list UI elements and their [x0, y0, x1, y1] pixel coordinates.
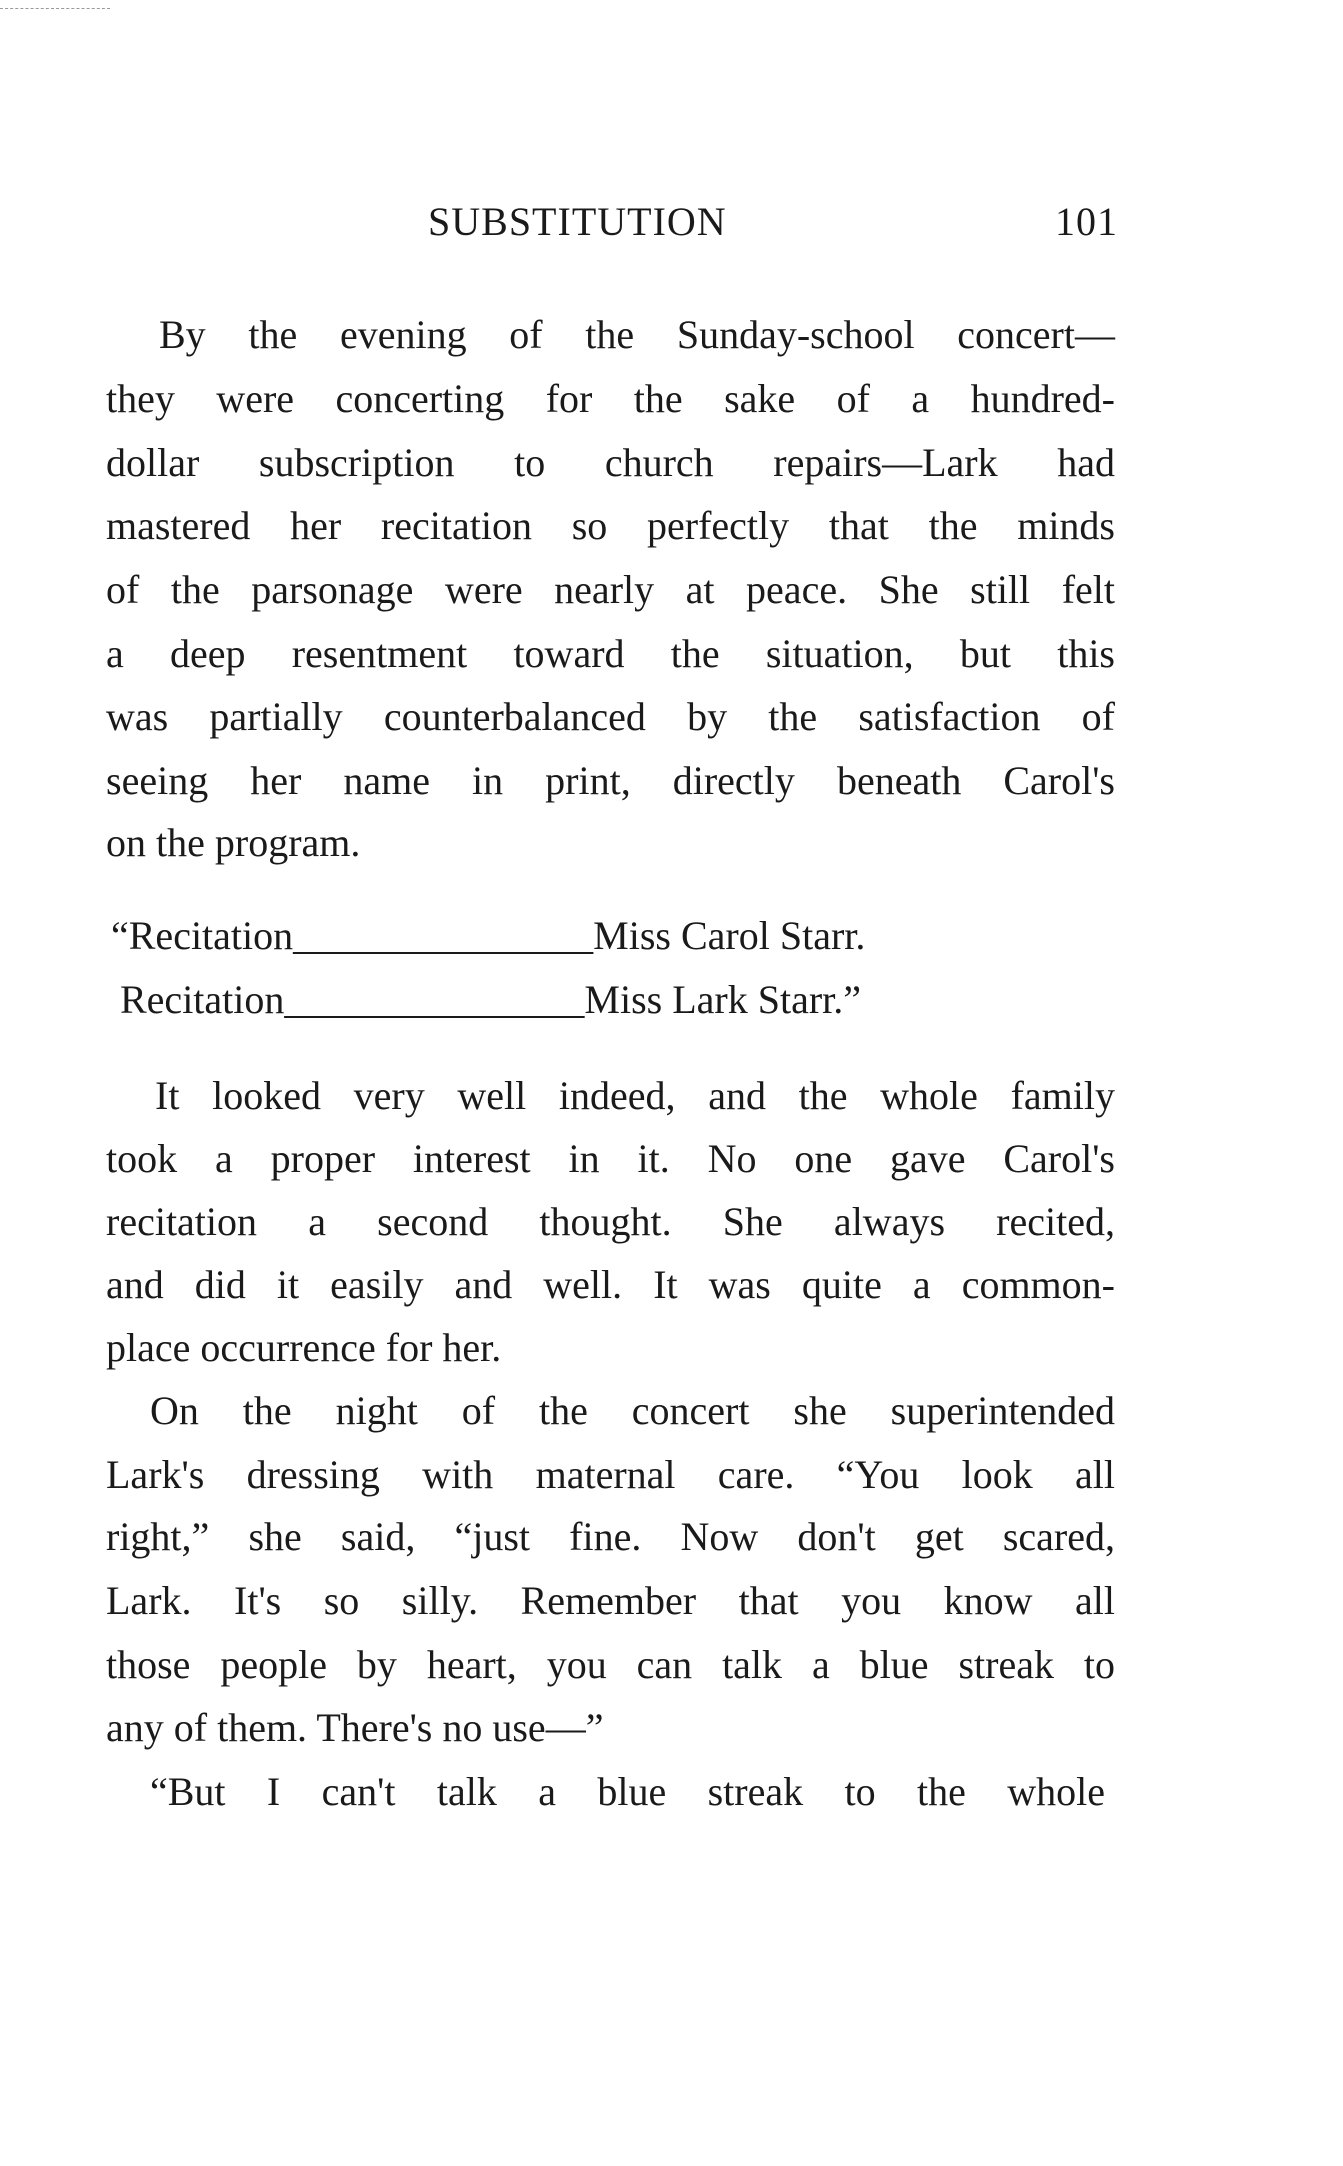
text-line: dollar subscription to church repairs—Lark had	[106, 440, 1115, 485]
text-line: Lark's dressing with maternal care. “You look all	[106, 1452, 1115, 1497]
text-line: recitation a second thought. She always recited,	[106, 1199, 1115, 1244]
text-line: of the parsonage were nearly at peace. She still felt	[106, 567, 1115, 612]
running-head: SUBSTITUTION	[428, 199, 727, 244]
program-line: “Recitation_______________Miss Carol Starr.	[111, 913, 866, 958]
text-line: “But I can't talk a blue streak to the whole	[150, 1769, 1105, 1814]
page-number: 101	[1055, 199, 1118, 244]
text-line: Lark. It's so silly. Remember that you know all	[106, 1578, 1115, 1623]
text-line: place occurrence for her.	[106, 1325, 502, 1370]
text-line: they were concerting for the sake of a hundred-	[106, 376, 1115, 421]
text-line: By the evening of the Sunday-school concert—	[159, 312, 1115, 357]
text-line: those people by heart, you can talk a blue streak to	[106, 1642, 1115, 1687]
text-line: right,” she said, “just fine. Now don't get scared,	[106, 1514, 1115, 1559]
text-line: It looked very well indeed, and the whole family	[155, 1073, 1115, 1118]
text-line: and did it easily and well. It was quite a common-	[106, 1262, 1115, 1307]
text-line: mastered her recitation so perfectly that the minds	[106, 503, 1115, 548]
scan-mark	[0, 8, 110, 9]
text-line: seeing her name in print, directly beneath Carol's	[106, 758, 1115, 803]
text-line: was partially counterbalanced by the satisfaction of	[106, 694, 1115, 739]
text-line: on the program.	[106, 820, 361, 865]
text-line: On the night of the concert she superintended	[150, 1388, 1115, 1433]
text-line: took a proper interest in it. No one gave Carol's	[106, 1136, 1115, 1181]
text-line: a deep resentment toward the situation, but this	[106, 631, 1115, 676]
program-line: Recitation_______________Miss Lark Starr.”	[120, 977, 862, 1022]
text-line: any of them. There's no use—”	[106, 1705, 604, 1750]
